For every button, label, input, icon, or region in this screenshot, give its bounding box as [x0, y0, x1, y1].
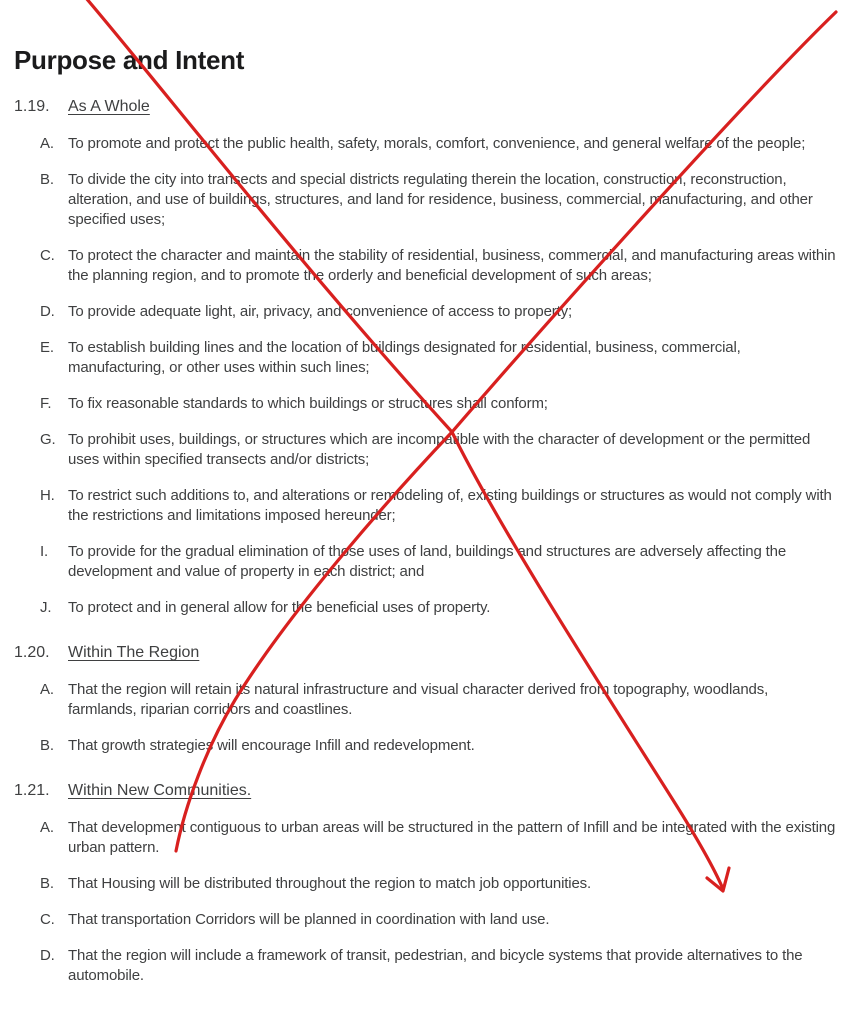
- section-1-20: [14, 642, 836, 756]
- list-item: [14, 818, 836, 858]
- item-letter: B.: [40, 171, 54, 188]
- item-text: To establish building lines and the location of buildings designated for residential, business, commercial, manufacturing, or other uses within such lines;: [68, 339, 741, 376]
- section-1-19: [14, 96, 836, 618]
- item-letter: D.: [40, 947, 55, 964]
- item-letter: H.: [40, 487, 55, 504]
- item-text: That Housing will be distributed throughout the region to match job opportunities.: [68, 875, 592, 892]
- list-item: [14, 598, 836, 618]
- item-text: That growth strategies will encourage Infill and redevelopment.: [68, 737, 475, 754]
- item-text: To provide adequate light, air, privacy, and convenience of access to property;: [68, 303, 573, 320]
- item-text: That the region will retain its natural infrastructure and visual character derived from topography, woodlands, farmlands, riparian corridors and coastlines.: [68, 681, 769, 718]
- page-title: Purpose and Intent: [14, 45, 245, 75]
- item-text: That the region will include a framework of transit, pedestrian, and bicycle systems that provide alternatives to the automobile.: [68, 947, 803, 984]
- section-number: 1.19.: [14, 98, 50, 115]
- item-text: To prohibit uses, buildings, or structures which are incompatible with the character of development or the permitted uses within specified transects and/or districts;: [68, 431, 811, 468]
- section-heading: [14, 96, 836, 118]
- list-item: [14, 910, 836, 930]
- section-title: As A Whole: [68, 98, 150, 115]
- item-letter: I.: [40, 543, 49, 560]
- item-text: To restrict such additions to, and alterations or remodeling of, existing buildings or structures as would not comply with the restrictions and limitations imposed hereunder;: [68, 487, 832, 524]
- item-letter: A.: [40, 819, 54, 836]
- list-item: [14, 302, 836, 322]
- item-text: To provide for the gradual elimination of those uses of land, buildings and structures are adversely affecting the development and value of property in each district; and: [68, 543, 787, 580]
- list-item: [14, 486, 836, 526]
- item-letter: G.: [40, 431, 56, 448]
- list-item: [14, 134, 836, 154]
- item-letter: B.: [40, 737, 54, 754]
- section-number: 1.20.: [14, 644, 50, 661]
- item-letter: J.: [40, 599, 52, 616]
- item-letter: C.: [40, 911, 55, 928]
- list-item: [14, 430, 836, 470]
- item-text: To divide the city into transects and special districts regulating therein the location, construction, reconstruction, alteration, and use of buildings, structures, and land for residence, business, commercial, manufacturing, and other specified uses;: [68, 171, 813, 228]
- item-letter: B.: [40, 875, 54, 892]
- item-text: To promote and protect the public health, safety, morals, comfort, convenience, and general welfare of the people;: [68, 135, 806, 152]
- item-text: To protect and in general allow for the beneficial uses of property.: [68, 599, 491, 616]
- list-item: [14, 246, 836, 286]
- section-title: Within The Region: [68, 644, 200, 661]
- list-item: [14, 542, 836, 582]
- section-heading: [14, 642, 836, 664]
- list-item: [14, 680, 836, 720]
- item-letter: D.: [40, 303, 55, 320]
- list-item: [14, 736, 836, 756]
- item-letter: A.: [40, 135, 54, 152]
- item-letter: A.: [40, 681, 54, 698]
- item-text: To fix reasonable standards to which buildings or structures shall conform;: [68, 395, 548, 412]
- section-heading: [14, 780, 836, 802]
- list-item: [14, 170, 836, 230]
- item-letter: F.: [40, 395, 52, 412]
- item-text: That transportation Corridors will be planned in coordination with land use.: [68, 911, 550, 928]
- section-title: Within New Communities.: [68, 782, 252, 799]
- item-letter: E.: [40, 339, 54, 356]
- item-text: That development contiguous to urban areas will be structured in the pattern of Infill and be integrated with the existing urban pattern.: [68, 819, 836, 856]
- section-1-21: [14, 780, 836, 986]
- list-item: [14, 394, 836, 414]
- section-number: 1.21.: [14, 782, 50, 799]
- list-item: [14, 946, 836, 986]
- list-item: [14, 874, 836, 894]
- item-letter: C.: [40, 247, 55, 264]
- item-text: To protect the character and maintain the stability of residential, business, commercial, and manufacturing areas within the planning region, and to promote the orderly and beneficial development of such areas;: [68, 247, 836, 284]
- list-item: [14, 338, 836, 378]
